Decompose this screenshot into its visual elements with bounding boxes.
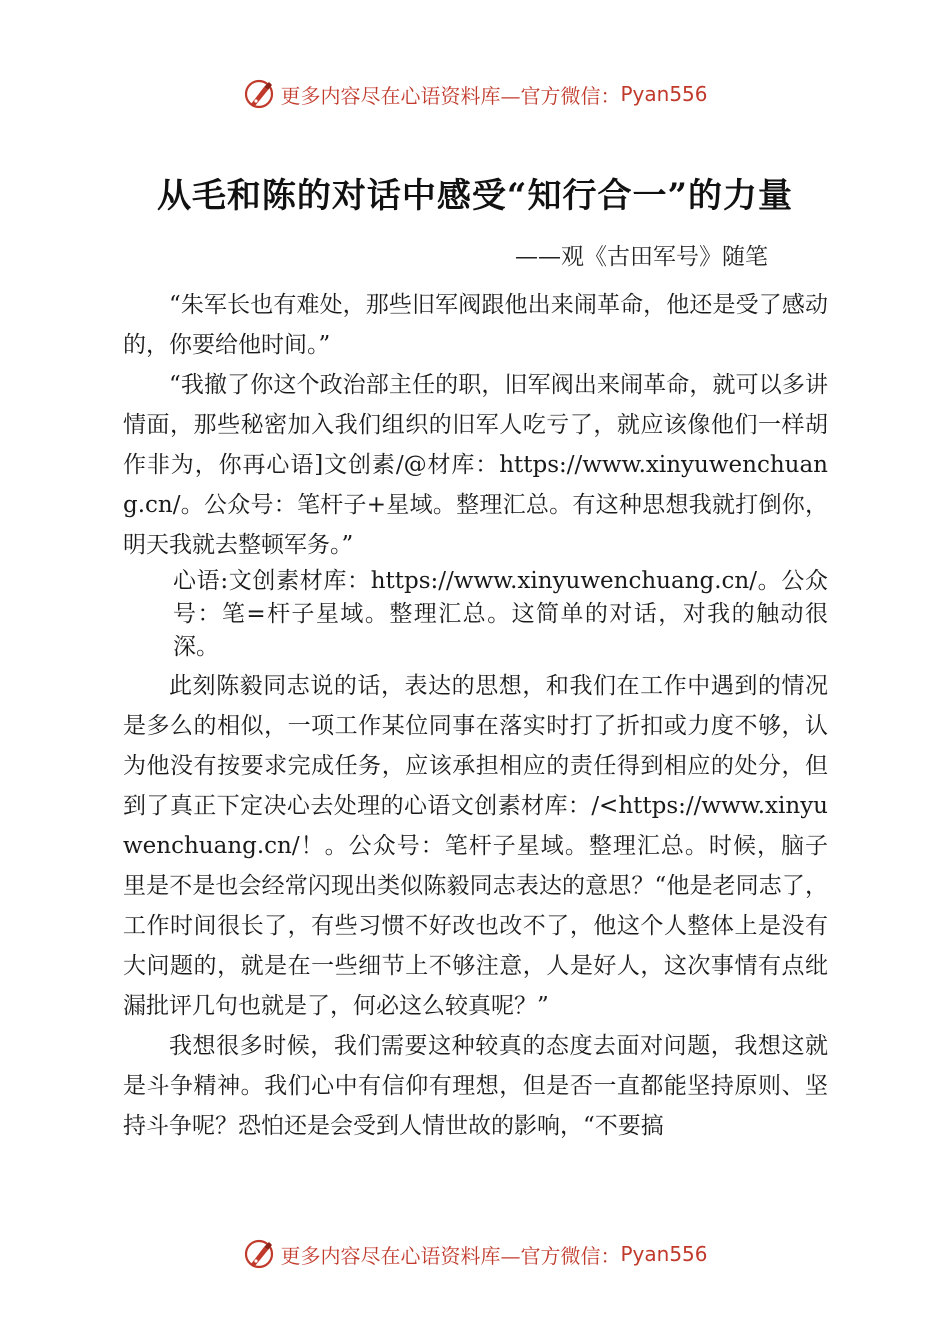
- banner-text: 更多内容尽在心语资料库—官方微信：: [280, 83, 621, 108]
- paragraph: “我撤了你这个政治部主任的职，旧军阀出来闹革命，就可以多讲情面，那些秘密加入我们组织的旧军人吃亏了，就应该像他们一样胡作非为，你再心语]文创素/@材库：https://www.xinyuwenchuang.cn/。公众号：笔杆子+星域。整理汇总。有这种思想我就打倒你，明天我就去整顿军务。”: [123, 372, 828, 558]
- paragraph: 我想很多时候，我们需要这种较真的态度去面对问题，我想这就是斗争精神。我们心中有信仰有理想，但是否一直都能坚持原则、坚持斗争呢？恐怕还是会受到人情世故的影响，“不要搞: [123, 1033, 828, 1139]
- footer-watermark-banner: [0, 1234, 950, 1274]
- paragraph: “朱军长也有难处，那些旧军阀跟他出来闹革命，他还是受了感动的，你要给他时间。”: [123, 292, 828, 358]
- pen-nib-logo-icon: [242, 77, 276, 111]
- document-title: 从毛和陈的对话中感受“知行合一”的力量: [156, 176, 794, 216]
- pen-nib-logo-icon: [242, 1237, 276, 1271]
- header-watermark-banner: [0, 74, 950, 114]
- document-body: [123, 285, 828, 1146]
- paragraph: 心语:文创素材库：https://www.xinyuwenchuang.cn/。公众号：笔=杆子星域。整理汇总。这简单的对话，对我的触动很深。: [173, 568, 828, 660]
- banner-text: 更多内容尽在心语资料库—官方微信：: [280, 1243, 621, 1268]
- document-subtitle: ——观《古田军号》随笔: [515, 244, 768, 270]
- banner-wechat-id: Pyan556: [620, 82, 708, 106]
- banner-wechat-id: Pyan556: [620, 1242, 708, 1266]
- paragraph: 此刻陈毅同志说的话，表达的思想，和我们在工作中遇到的情况是多么的相似，一项工作某位同事在落实时打了折扣或力度不够，认为他没有按要求完成任务，应该承担相应的责任得到相应的处分，但到了真正下定决心去处理的心语文创素材库：/<https://www.xinyuwenchuang.cn/！。公众号：笔杆子星域。整理汇总。时候，脑子里是不是也会经常闪现出类似陈毅同志表达的意思？“他是老同志了，工作时间很长了，有些习惯不好改也改不了，他这个人整体上是没有大问题的，就是在一些细节上不够注意，人是好人，这次事情有点纰漏批评几句也就是了，何必这么较真呢？”: [123, 673, 828, 1019]
